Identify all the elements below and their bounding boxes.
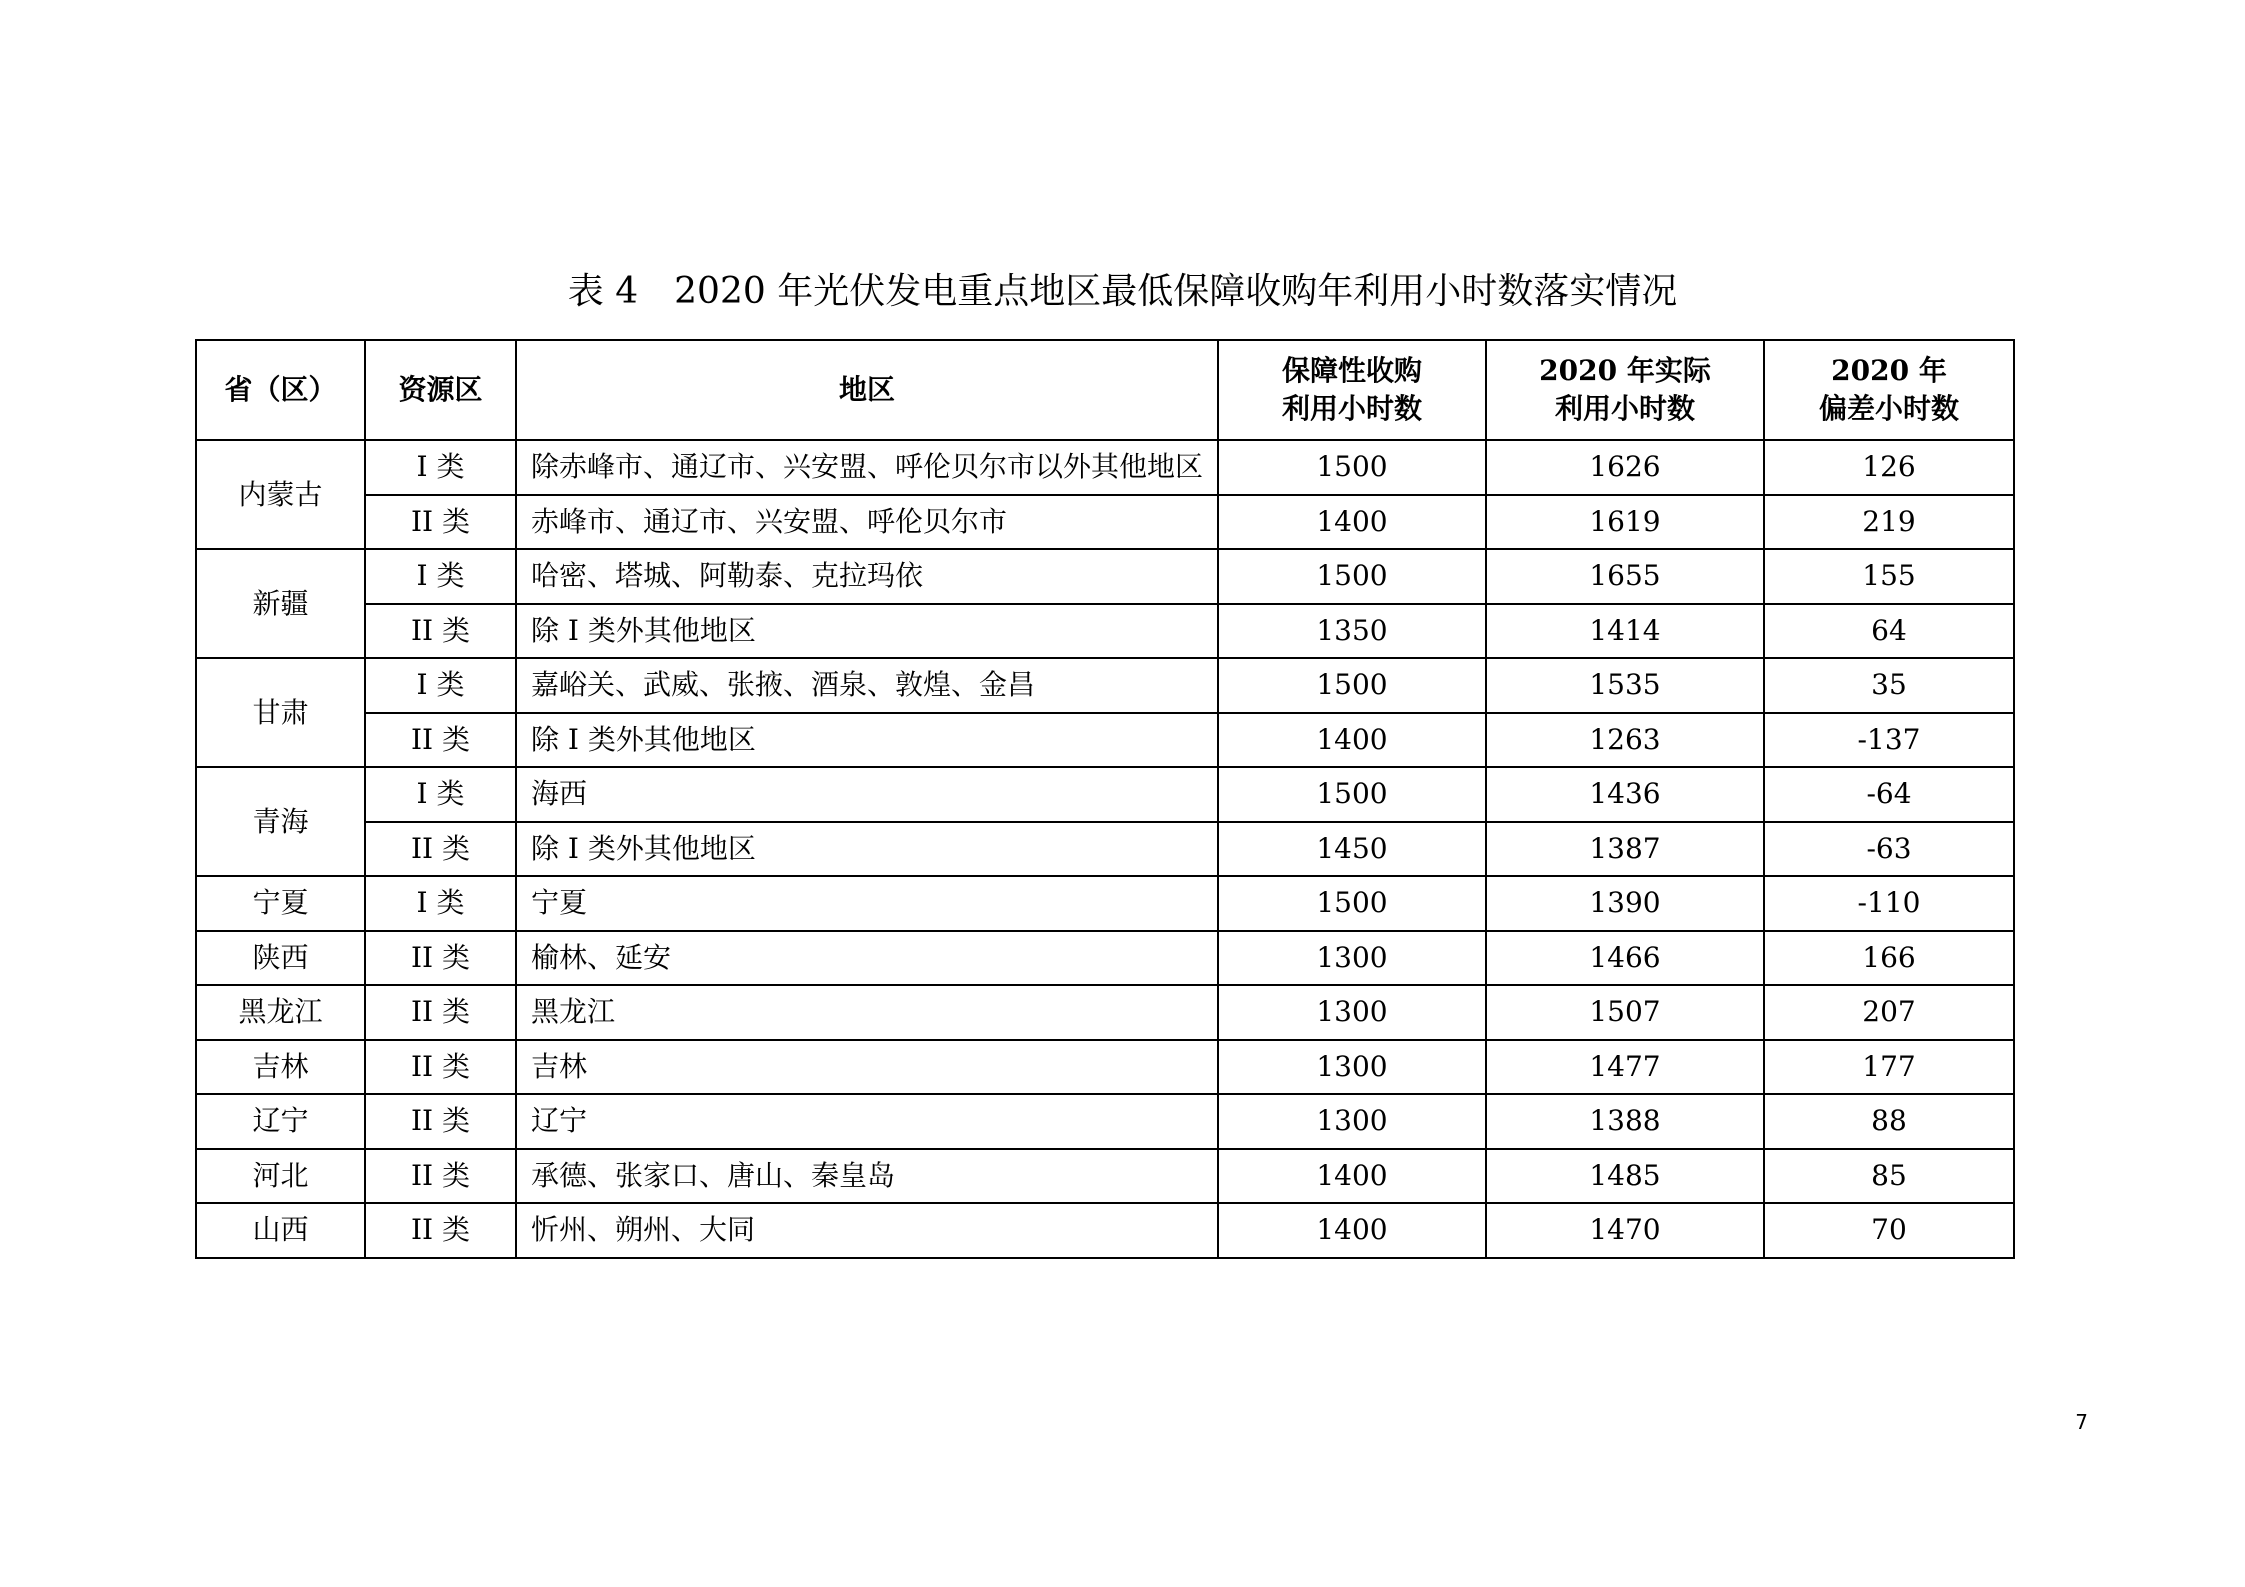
area-cell: 除 I 类外其他地区 [516, 822, 1218, 877]
header-province: 省（区） [196, 340, 365, 440]
area-cell: 嘉峪关、武威、张掖、酒泉、敦煌、金昌 [516, 658, 1218, 713]
page-number: 7 [2075, 1410, 2088, 1434]
province-cell: 宁夏 [196, 876, 365, 931]
deviation-hours-cell: -137 [1764, 713, 2014, 768]
header-guaranteed-hours: 保障性收购 利用小时数 [1218, 340, 1486, 440]
resource-zone-cell: II 类 [365, 713, 516, 768]
resource-zone-cell: II 类 [365, 1040, 516, 1095]
resource-zone-cell: II 类 [365, 1203, 516, 1258]
resource-zone-cell: I 类 [365, 440, 516, 495]
area-cell: 承德、张家口、唐山、秦皇岛 [516, 1149, 1218, 1204]
resource-zone-cell: I 类 [365, 549, 516, 604]
header-deviation-hours: 2020 年 偏差小时数 [1764, 340, 2014, 440]
actual-hours-cell: 1655 [1486, 549, 1764, 604]
guaranteed-hours-cell: 1500 [1218, 658, 1486, 713]
table-row [196, 822, 2014, 877]
actual-hours-cell: 1477 [1486, 1040, 1764, 1095]
province-cell: 青海 [196, 767, 365, 876]
actual-hours-cell: 1466 [1486, 931, 1764, 986]
actual-hours-cell: 1485 [1486, 1149, 1764, 1204]
page-title [0, 262, 2245, 322]
header-resource-zone: 资源区 [365, 340, 516, 440]
table-number: 表 4 [567, 271, 639, 312]
resource-zone-cell: II 类 [365, 495, 516, 550]
deviation-hours-cell: 166 [1764, 931, 2014, 986]
deviation-hours-cell: 88 [1764, 1094, 2014, 1149]
table-header-row [196, 340, 2014, 440]
area-cell: 海西 [516, 767, 1218, 822]
deviation-hours-cell: -64 [1764, 767, 2014, 822]
province-cell: 河北 [196, 1149, 365, 1204]
actual-hours-cell: 1626 [1486, 440, 1764, 495]
province-cell: 辽宁 [196, 1094, 365, 1149]
area-cell: 宁夏 [516, 876, 1218, 931]
actual-hours-cell: 1390 [1486, 876, 1764, 931]
area-cell: 忻州、朔州、大同 [516, 1203, 1218, 1258]
guaranteed-hours-cell: 1400 [1218, 1203, 1486, 1258]
area-cell: 黑龙江 [516, 985, 1218, 1040]
actual-hours-cell: 1507 [1486, 985, 1764, 1040]
table-row [196, 1094, 2014, 1149]
table-row [196, 931, 2014, 986]
table-row [196, 713, 2014, 768]
guaranteed-hours-cell: 1400 [1218, 713, 1486, 768]
deviation-hours-cell: 177 [1764, 1040, 2014, 1095]
actual-hours-cell: 1388 [1486, 1094, 1764, 1149]
table-row [196, 549, 2014, 604]
actual-hours-cell: 1436 [1486, 767, 1764, 822]
province-cell: 内蒙古 [196, 440, 365, 549]
resource-zone-cell: I 类 [365, 767, 516, 822]
actual-hours-cell: 1470 [1486, 1203, 1764, 1258]
guaranteed-hours-cell: 1350 [1218, 604, 1486, 659]
deviation-hours-cell: 155 [1764, 549, 2014, 604]
header-area: 地区 [516, 340, 1218, 440]
resource-zone-cell: II 类 [365, 604, 516, 659]
province-cell: 新疆 [196, 549, 365, 658]
guaranteed-hours-cell: 1500 [1218, 549, 1486, 604]
guaranteed-hours-cell: 1450 [1218, 822, 1486, 877]
resource-zone-cell: II 类 [365, 985, 516, 1040]
area-cell: 吉林 [516, 1040, 1218, 1095]
resource-zone-cell: II 类 [365, 822, 516, 877]
resource-zone-cell: II 类 [365, 931, 516, 986]
area-cell: 赤峰市、通辽市、兴安盟、呼伦贝尔市 [516, 495, 1218, 550]
province-cell: 山西 [196, 1203, 365, 1258]
table-row [196, 767, 2014, 822]
area-cell: 榆林、延安 [516, 931, 1218, 986]
actual-hours-cell: 1387 [1486, 822, 1764, 877]
resource-zone-cell: II 类 [365, 1094, 516, 1149]
deviation-hours-cell: 219 [1764, 495, 2014, 550]
table-row [196, 1203, 2014, 1258]
area-cell: 哈密、塔城、阿勒泰、克拉玛依 [516, 549, 1218, 604]
province-cell: 吉林 [196, 1040, 365, 1095]
province-cell: 黑龙江 [196, 985, 365, 1040]
actual-hours-cell: 1414 [1486, 604, 1764, 659]
deviation-hours-cell: 85 [1764, 1149, 2014, 1204]
guaranteed-hours-cell: 1500 [1218, 767, 1486, 822]
guaranteed-hours-cell: 1300 [1218, 1040, 1486, 1095]
province-cell: 甘肃 [196, 658, 365, 767]
resource-zone-cell: I 类 [365, 658, 516, 713]
deviation-hours-cell: 64 [1764, 604, 2014, 659]
area-cell: 除赤峰市、通辽市、兴安盟、呼伦贝尔市以外其他地区 [516, 440, 1218, 495]
actual-hours-cell: 1619 [1486, 495, 1764, 550]
guaranteed-hours-cell: 1500 [1218, 876, 1486, 931]
table-row [196, 985, 2014, 1040]
deviation-hours-cell: -110 [1764, 876, 2014, 931]
area-cell: 除 I 类外其他地区 [516, 604, 1218, 659]
area-cell: 除 I 类外其他地区 [516, 713, 1218, 768]
guaranteed-hours-cell: 1400 [1218, 1149, 1486, 1204]
area-cell: 辽宁 [516, 1094, 1218, 1149]
guaranteed-hours-cell: 1400 [1218, 495, 1486, 550]
resource-zone-cell: I 类 [365, 876, 516, 931]
utilization-hours-table [195, 339, 2015, 1259]
table-body [196, 440, 2014, 1258]
table-row [196, 495, 2014, 550]
actual-hours-cell: 1263 [1486, 713, 1764, 768]
table-row [196, 658, 2014, 713]
actual-hours-cell: 1535 [1486, 658, 1764, 713]
guaranteed-hours-cell: 1300 [1218, 931, 1486, 986]
deviation-hours-cell: 126 [1764, 440, 2014, 495]
guaranteed-hours-cell: 1300 [1218, 1094, 1486, 1149]
table-row [196, 440, 2014, 495]
deviation-hours-cell: -63 [1764, 822, 2014, 877]
deviation-hours-cell: 70 [1764, 1203, 2014, 1258]
header-actual-hours: 2020 年实际 利用小时数 [1486, 340, 1764, 440]
deviation-hours-cell: 35 [1764, 658, 2014, 713]
guaranteed-hours-cell: 1500 [1218, 440, 1486, 495]
resource-zone-cell: II 类 [365, 1149, 516, 1204]
deviation-hours-cell: 207 [1764, 985, 2014, 1040]
table-row [196, 876, 2014, 931]
table-row [196, 1040, 2014, 1095]
guaranteed-hours-cell: 1300 [1218, 985, 1486, 1040]
table-row [196, 604, 2014, 659]
table-row [196, 1149, 2014, 1204]
table-title-text: 2020 年光伏发电重点地区最低保障收购年利用小时数落实情况 [674, 271, 1678, 312]
province-cell: 陕西 [196, 931, 365, 986]
